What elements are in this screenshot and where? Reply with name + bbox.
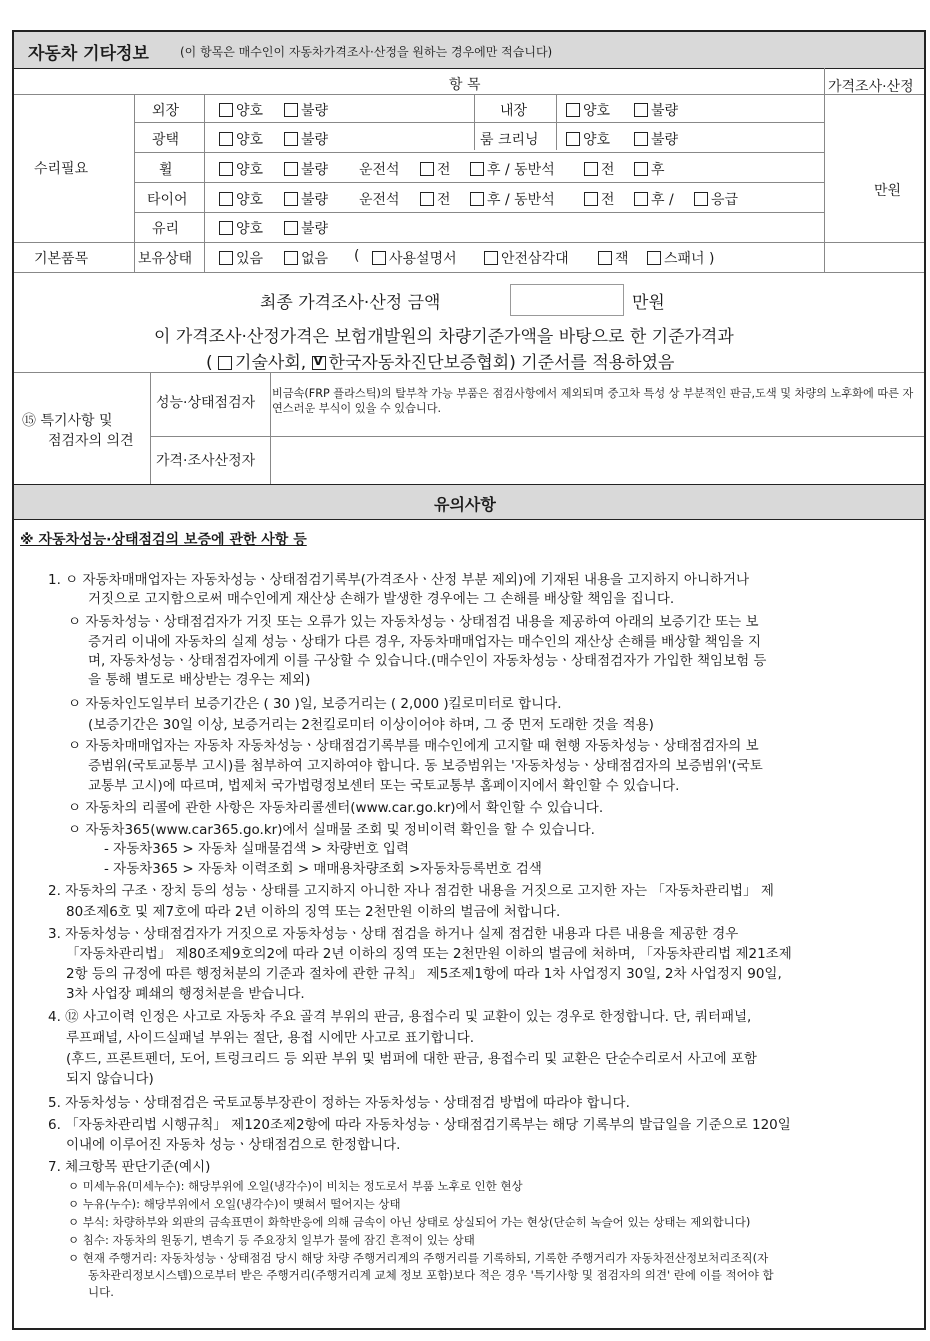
grid-line <box>474 94 475 150</box>
inspector-label: 성능·상태점검자 <box>156 395 256 411</box>
grid-line <box>14 272 924 273</box>
label-jack: 잭 <box>615 251 629 267</box>
note-line: 4. ⑫ 사고이력 인정은 사고로 자동차 주요 골격 부위의 판금, 용접수리 및 교환이 있는 경우로 한정합니다. 단, 쿼터패널, <box>48 1009 752 1025</box>
note-line: 「자동차관리법」 제80조제9호의2에 따라 2년 이하의 징역 또는 2천만원 이하의 벌금에 처하며, 「자동차관리법 제21조제 <box>66 946 792 962</box>
note-small-line: ㅇ 침수: 자동차의 원동기, 변속기 등 주요장치 일부가 물에 잠긴 흔적이 있는 상태 <box>68 1233 475 1247</box>
checkbox-wheel-passenger-front[interactable] <box>584 162 598 176</box>
checkbox-wheel-passenger-rear[interactable] <box>634 162 648 176</box>
checkbox-exterior-good[interactable] <box>219 103 233 117</box>
note-small-line: ㅇ 현재 주행거리: 자동차성능ㆍ상태점검 당시 해당 차량 주행거리계의 주행거리를 기록하되, 기록한 주행거리가 자동차전산정보처리조직(자 <box>68 1251 769 1265</box>
checkbox-tire-emergency[interactable] <box>694 192 708 206</box>
note-line: 거짓으로 고지함으로써 매수인에게 재산상 손해가 발생한 경우에는 그 손해를 배상할 책임을 집니다. <box>88 591 675 607</box>
label-good: 양호 <box>583 103 611 119</box>
label-good: 양호 <box>236 192 264 208</box>
label-triangle: 안전삼각대 <box>501 251 569 267</box>
checkbox-tire-passenger-rear[interactable] <box>634 192 648 206</box>
label-manual: 사용설명서 <box>389 251 457 267</box>
label-emergency: 응급 <box>711 192 739 208</box>
label-bad: 불량 <box>651 103 679 119</box>
label-front: 전 <box>601 162 615 178</box>
checkbox-jack[interactable] <box>598 251 612 265</box>
grid-line <box>14 94 924 95</box>
vehicle-other-info-form <box>12 30 926 1330</box>
note-line: 이내에 이루어진 자동차 성능ㆍ상태점검으로 한정합니다. <box>66 1137 401 1153</box>
notes-header <box>14 484 924 520</box>
note-line: 80조제6호 및 제7호에 따라 2년 이하의 징역 또는 2천만원 이하의 벌금에 처합니다. <box>66 904 561 920</box>
row-label-tire: 타이어 <box>147 192 188 208</box>
label-good: 양호 <box>236 221 264 237</box>
checkbox-tire-driver-rear[interactable] <box>470 192 484 206</box>
paren-open: ( <box>354 248 360 264</box>
label-have: 있음 <box>236 251 264 267</box>
note-line: 7. 체크항목 판단기준(예시) <box>48 1159 211 1175</box>
checkbox-tire-passenger-front[interactable] <box>584 192 598 206</box>
checkbox-wheel-good[interactable] <box>219 162 233 176</box>
label-kadia: 한국자동차진단보증협회) 기준서를 적용하였음 <box>328 353 675 373</box>
grid-line <box>14 242 924 243</box>
note-line: 교통부 고시)에 따르며, 법제처 국가법령정보센터 또는 국토교통부 홈페이지에서 확인할 수 있습니다. <box>88 778 680 794</box>
label-bad: 불량 <box>301 192 329 208</box>
checkbox-tire-bad[interactable] <box>284 192 298 206</box>
note-line: (보증기간은 30일 이상, 보증거리는 2천킬로미터 이상이어야 하며, 그 중 먼저 도래한 것을 적용) <box>88 717 654 733</box>
final-price-unit: 만원 <box>632 293 665 313</box>
note-line: ㅇ 자동차365(www.car365.go.kr)에서 실매물 조회 및 정비이력 확인을 할 수 있습니다. <box>68 822 595 838</box>
checkbox-wheel-driver-rear[interactable] <box>470 162 484 176</box>
row-label-possession: 보유상태 <box>138 251 193 267</box>
note-line: 증거리 이내에 자동차의 실제 성능ㆍ상태가 다른 경우, 자동차매매업자는 매수인의 재산상 손해를 배상할 책임을 지 <box>88 634 762 650</box>
note-small-line: ㅇ 미세누유(미세누수): 해당부위에 오일(냉각수)이 비치는 정도로서 부품 노후로 인한 현상 <box>68 1179 523 1193</box>
grid-line <box>824 68 825 272</box>
note-line: 1. ㅇ 자동차매매업자는 자동차성능ㆍ상태점검기록부(가격조사ㆍ산정 부분 제외)에 기재된 내용을 고지하지 아니하거나 <box>48 572 750 588</box>
note-line: 3차 사업장 폐쇄의 행정처분을 받습니다. <box>66 986 305 1002</box>
checkbox-cleaning-bad[interactable] <box>634 132 648 146</box>
checkbox-glass-good[interactable] <box>219 221 233 235</box>
checkbox-spanner[interactable] <box>647 251 661 265</box>
row-label-room-cleaning: 룸 크리닝 <box>480 132 539 148</box>
col-item-header: 항 목 <box>449 77 481 93</box>
grid-line <box>134 182 824 183</box>
section-header <box>14 32 924 69</box>
note-small-line: ㅇ 누유(누수): 해당부위에서 오일(냉각수)이 맺혀서 떨어지는 상태 <box>68 1197 401 1211</box>
opinion-label-2: 점검자의 의견 <box>48 433 134 449</box>
label-rear: 후 <box>651 162 665 178</box>
note-line: 2항 등의 규정에 따른 행정처분의 기준과 절차에 관한 규칙」 제5조제1항에 따라 1차 사업정지 30일, 2차 사업정지 90일, <box>66 966 782 982</box>
checkbox-manual[interactable] <box>372 251 386 265</box>
repair-group-label: 수리필요 <box>34 161 89 177</box>
note-line: 2. 자동차의 구조ㆍ장치 등의 성능ㆍ상태를 고지하지 아니한 자나 점검한 내용을 거짓으로 고지한 자는 「자동차관리법」 제 <box>48 883 774 899</box>
notes-subtitle: ※ 자동차성능·상태점검의 보증에 관한 사항 등 <box>20 532 307 548</box>
checkbox-gloss-good[interactable] <box>219 132 233 146</box>
checkbox-none[interactable] <box>284 251 298 265</box>
grid-line <box>134 94 135 272</box>
grid-line <box>134 152 824 153</box>
label-spanner: 스패너 ) <box>664 251 715 267</box>
opinion-label-1: ⑮ 특기사항 및 <box>22 413 113 429</box>
checkbox-glass-bad[interactable] <box>284 221 298 235</box>
checkbox-wheel-bad[interactable] <box>284 162 298 176</box>
note-line: ㅇ 자동차의 리콜에 관한 사항은 자동차리콜센터(www.car.go.kr)에서 확인할 수 있습니다. <box>68 800 604 816</box>
paren-open: ( <box>206 353 213 373</box>
grid-line <box>134 122 824 123</box>
grid-line <box>150 372 151 484</box>
label-good: 양호 <box>236 162 264 178</box>
note-line: (후드, 프론트펜더, 도어, 트렁크리드 등 외판 부위 및 범퍼에 대한 판금, 용접수리 및 교환은 단순수리로서 사고에 포함 <box>66 1051 757 1067</box>
note-line: ㅇ 자동차인도일부터 보증기간은 ( 30 )일, 보증거리는 ( 2,000 )킬로미터로 합니다. <box>68 696 562 712</box>
checkbox-tire-good[interactable] <box>219 192 233 206</box>
note-line: ㅇ 자동차성능ㆍ상태점검자가 거짓 또는 오류가 있는 자동차성능ㆍ상태점검 내용을 제공하여 아래의 보증기간 또는 보 <box>68 614 759 630</box>
note-line: ㅇ 자동차매매업자는 자동차 자동차성능ㆍ상태점검기록부를 매수인에게 고지할 때 현행 자동차성능ㆍ상태점검자의 보 <box>68 738 759 754</box>
note-small-line: 니다. <box>88 1285 114 1299</box>
checkbox-interior-good[interactable] <box>566 103 580 117</box>
label-good: 양호 <box>236 132 264 148</box>
label-rear-passenger: 후 / 동반석 <box>487 192 555 208</box>
notes-title: 유의사항 <box>434 495 496 514</box>
row-label-gloss: 광택 <box>152 132 180 148</box>
final-basis-line: 이 가격조사·산정가격은 보험개발원의 차량기준가액을 바탕으로 한 기준가격과 <box>154 327 734 347</box>
label-bad: 불량 <box>301 132 329 148</box>
note-line: 며, 자동차성능ㆍ상태점검자에게 이를 구상할 수 있습니다.(매수인이 자동차성능ㆍ상태점검자가 가입한 책임보험 등 <box>88 653 767 669</box>
assessor-label: 가격·조사산정자 <box>156 453 256 469</box>
note-small-line: 동차관리정보시스템)으로부터 받은 주행거리(주행거리계 교체 정보 포함)보다 적은 경우 '특기사항 및 점검자의 의견' 란에 이를 적어야 합 <box>88 1268 774 1282</box>
final-price-label: 최종 가격조사·산정 금액 <box>260 293 441 313</box>
label-front: 전 <box>601 192 615 208</box>
label-bad: 불량 <box>301 162 329 178</box>
section-subtitle: (이 항목은 매수인이 자동차가격조사·산정을 원하는 경우에만 적습니다) <box>180 45 553 59</box>
final-price-input[interactable] <box>510 284 624 316</box>
label-none: 없음 <box>301 251 329 267</box>
label-bad: 불량 <box>651 132 679 148</box>
label-bad: 불량 <box>301 103 329 119</box>
checkbox-interior-bad[interactable] <box>634 103 648 117</box>
label-good: 양호 <box>583 132 611 148</box>
checkbox-cleaning-good[interactable] <box>566 132 580 146</box>
note-line: - 자동차365 > 자동차 실매물검색 > 차량번호 입력 <box>104 841 409 857</box>
note-line: 증범위(국토교통부 고시)를 첨부하여 고지하여야 합니다. 동 보증범위는 '자동차성능ㆍ상태점검자의 보증범위'(국토 <box>88 758 763 774</box>
label-driver-seat: 운전석 <box>359 192 400 208</box>
row-label-exterior: 외장 <box>152 103 180 119</box>
label-rear-slash: 후 / <box>651 192 674 208</box>
note-line: 되지 않습니다) <box>66 1071 154 1087</box>
label-front: 전 <box>437 162 451 178</box>
grid-line <box>134 212 824 213</box>
checkbox-tech-society[interactable] <box>218 356 232 370</box>
checkbox-have[interactable] <box>219 251 233 265</box>
note-line: - 자동차365 > 자동차 이력조회 > 매매용차량조회 >자동차등록번호 검색 <box>104 861 542 877</box>
note-line: 루프패널, 사이드실패널 부위는 절단, 용접 시에만 사고로 표기합니다. <box>66 1030 475 1046</box>
basic-group-label: 기본품목 <box>34 251 89 267</box>
col-price-header: 가격조사·산정 <box>828 79 914 95</box>
checkbox-triangle[interactable] <box>484 251 498 265</box>
grid-line <box>150 436 924 437</box>
label-driver-seat: 운전석 <box>359 162 400 178</box>
section-title: 자동차 기타정보 <box>28 44 149 64</box>
label-good: 양호 <box>236 103 264 119</box>
row-label-interior: 내장 <box>500 103 528 119</box>
grid-line <box>556 94 557 150</box>
row-label-wheel: 휠 <box>159 162 173 178</box>
checkbox-tire-driver-front[interactable] <box>420 192 434 206</box>
checkbox-wheel-driver-front[interactable] <box>420 162 434 176</box>
note-line: 5. 자동차성능ㆍ상태점검은 국토교통부장관이 정하는 자동차성능ㆍ상태점검 방법에 따라야 합니다. <box>48 1095 630 1111</box>
grid-line <box>204 94 205 272</box>
checkbox-kadia-checked[interactable] <box>312 356 326 370</box>
note-line: 을 통해 별도로 배상받는 경우는 제외) <box>88 672 311 688</box>
note-line: 3. 자동차성능ㆍ상태점검자가 거짓으로 자동차성능ㆍ상태 점검을 하거나 실제 점검한 내용과 다른 내용을 제공한 경우 <box>48 926 739 942</box>
note-small-line: ㅇ 부식: 차량하부와 외판의 금속표면이 화학반응에 의해 금속이 아닌 상태로 상실되어 가는 현상(단순히 녹슬어 있는 상태는 제외합니다) <box>68 1215 751 1229</box>
grid-line <box>270 372 271 484</box>
inspector-opinion-text: 비금속(FRP 플라스틱)의 탈부착 가능 부품은 점검사항에서 제외되며 중고차 특성 상 부분적인 판금,도색 및 차량의 노후화에 따른 자연스러운 부식이 있을 수 있습니다. <box>272 387 914 415</box>
checkbox-gloss-bad[interactable] <box>284 132 298 146</box>
label-front: 전 <box>437 192 451 208</box>
checkbox-exterior-bad[interactable] <box>284 103 298 117</box>
note-line: 6. 「자동차관리법 시행규칙」 제120조제2항에 따라 자동차성능ㆍ상태점검기록부는 해당 기록부의 발급일을 기준으로 120일 <box>48 1117 791 1133</box>
label-rear-passenger: 후 / 동반석 <box>487 162 555 178</box>
price-unit: 만원 <box>874 183 902 199</box>
label-bad: 불량 <box>301 221 329 237</box>
row-label-glass: 유리 <box>152 221 180 237</box>
label-tech-society: 기술사회, <box>235 353 307 373</box>
